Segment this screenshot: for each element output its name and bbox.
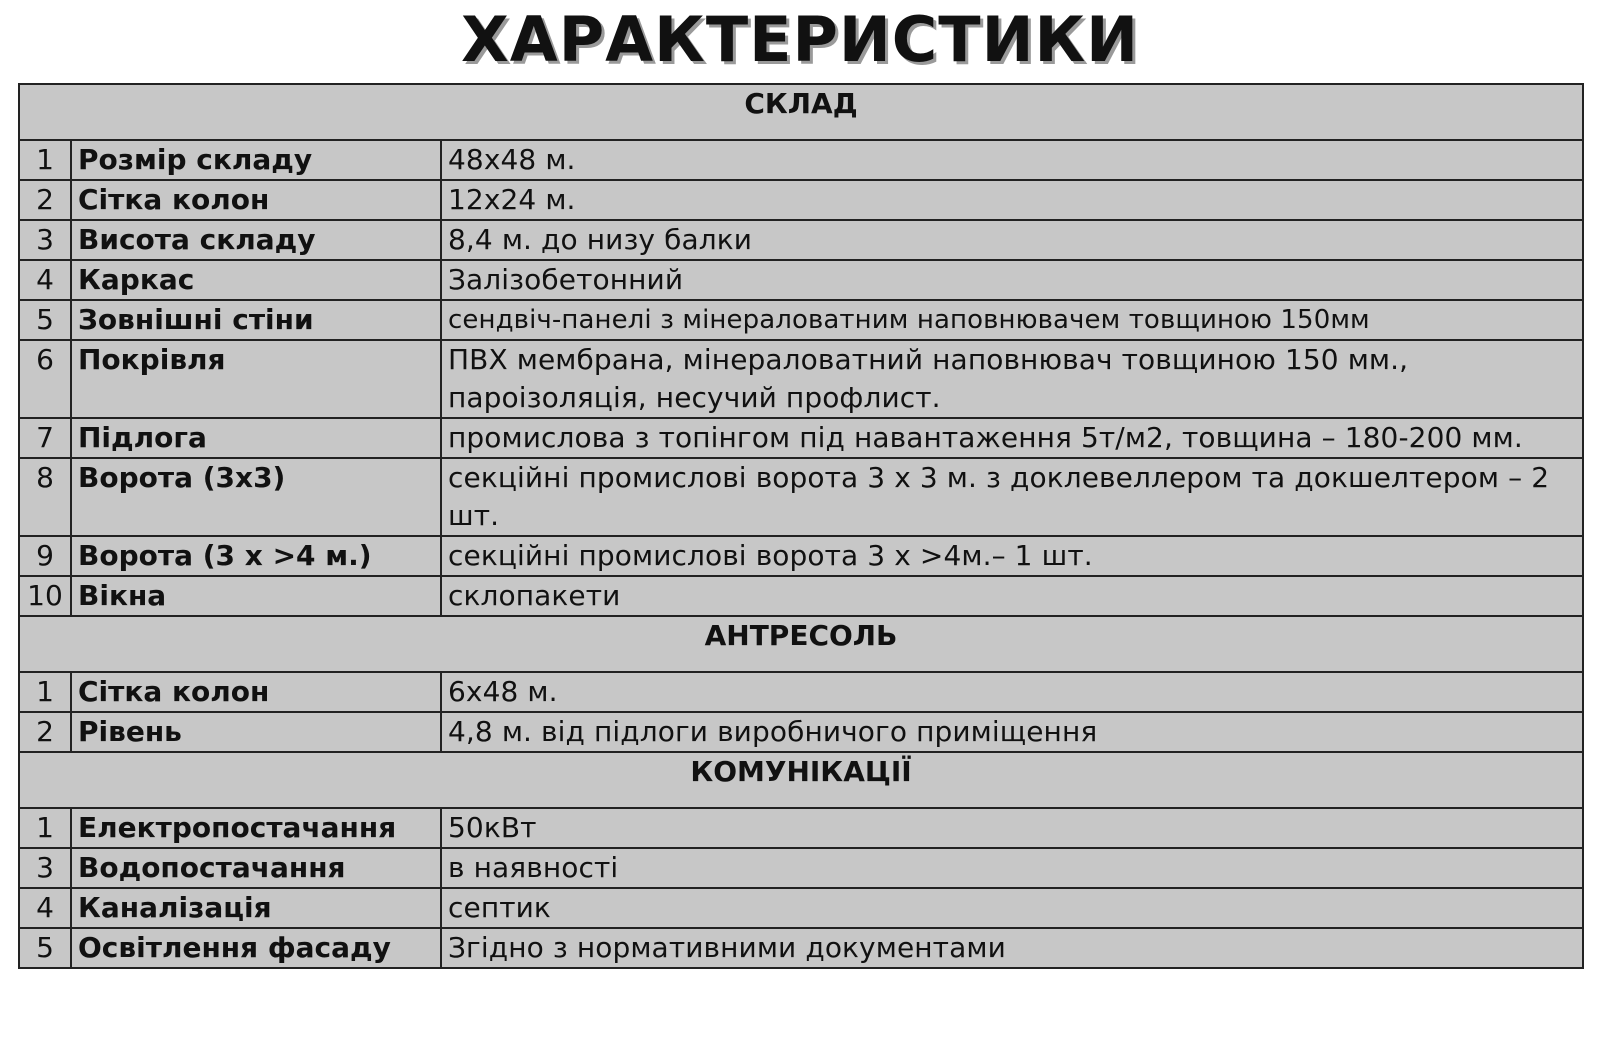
row-number: 3	[19, 220, 71, 260]
row-value: 6x48 м.	[441, 672, 1583, 712]
row-value: секційні промислові ворота 3 х >4м.– 1 шт.	[441, 536, 1583, 576]
row-number: 5	[19, 928, 71, 968]
row-number: 7	[19, 418, 71, 458]
row-number: 8	[19, 458, 71, 536]
row-number: 6	[19, 340, 71, 418]
row-number: 1	[19, 140, 71, 180]
row-value: 12x24 м.	[441, 180, 1583, 220]
row-label: Рівень	[71, 712, 441, 752]
row-value: секційні промислові ворота 3 х 3 м. з доклевеллером та докшелтером – 2 шт.	[441, 458, 1583, 536]
row-value: Залізобетонний	[441, 260, 1583, 300]
row-label: Каркас	[71, 260, 441, 300]
section-heading-mezzanine: АНТРЕСОЛЬ	[19, 616, 1583, 672]
row-value: склопакети	[441, 576, 1583, 616]
table-row	[19, 340, 1583, 418]
row-label: Ворота (3x3)	[71, 458, 441, 536]
row-label: Підлога	[71, 418, 441, 458]
row-number: 1	[19, 672, 71, 712]
table-row	[19, 536, 1583, 576]
table-row	[19, 220, 1583, 260]
table-row	[19, 928, 1583, 968]
row-number: 4	[19, 888, 71, 928]
table-row	[19, 808, 1583, 848]
table-row	[19, 458, 1583, 536]
table-row	[19, 576, 1583, 616]
row-number: 5	[19, 300, 71, 340]
row-value: сендвіч-панелі з мінераловатним наповнювачем товщиною 150мм	[441, 300, 1583, 340]
row-number: 3	[19, 848, 71, 888]
row-number: 9	[19, 536, 71, 576]
row-label: Покрівля	[71, 340, 441, 418]
row-label: Сітка колон	[71, 672, 441, 712]
table-row	[19, 672, 1583, 712]
row-value: Згідно з нормативними документами	[441, 928, 1583, 968]
row-value: септик	[441, 888, 1583, 928]
row-value: промислова з топінгом під навантаження 5т/м2, товщина – 180-200 мм.	[441, 418, 1583, 458]
table-row	[19, 888, 1583, 928]
section-header-row	[19, 752, 1583, 808]
row-value: в наявності	[441, 848, 1583, 888]
row-number: 2	[19, 180, 71, 220]
row-label: Зовнішні стіни	[71, 300, 441, 340]
row-value: 8,4 м. до низу балки	[441, 220, 1583, 260]
row-number: 4	[19, 260, 71, 300]
table-row	[19, 712, 1583, 752]
table-row	[19, 300, 1583, 340]
section-heading-utilities: КОМУНІКАЦІЇ	[19, 752, 1583, 808]
row-label: Електропостачання	[71, 808, 441, 848]
table-row	[19, 260, 1583, 300]
row-number: 2	[19, 712, 71, 752]
row-label: Висота складу	[71, 220, 441, 260]
table-row	[19, 180, 1583, 220]
characteristics-table	[18, 83, 1584, 969]
row-label: Каналізація	[71, 888, 441, 928]
row-value: 4,8 м. від підлоги виробничого приміщення	[441, 712, 1583, 752]
row-label: Вікна	[71, 576, 441, 616]
row-label: Ворота (3 х >4 м.)	[71, 536, 441, 576]
row-value: 48x48 м.	[441, 140, 1583, 180]
table-row	[19, 848, 1583, 888]
row-value: ПВХ мембрана, мінераловатний наповнювач товщиною 150 мм., пароізоляція, несучий профлист.	[441, 340, 1583, 418]
section-header-row	[19, 616, 1583, 672]
row-label: Сітка колон	[71, 180, 441, 220]
page-title: ХАРАКТЕРИСТИКИ	[460, 3, 1140, 76]
row-number: 10	[19, 576, 71, 616]
section-heading-warehouse: СКЛАД	[19, 84, 1583, 140]
row-label: Водопостачання	[71, 848, 441, 888]
row-label: Розмір складу	[71, 140, 441, 180]
section-header-row	[19, 84, 1583, 140]
row-value: 50кВт	[441, 808, 1583, 848]
row-label: Освітлення фасаду	[71, 928, 441, 968]
row-number: 1	[19, 808, 71, 848]
table-row	[19, 140, 1583, 180]
table-row	[19, 418, 1583, 458]
